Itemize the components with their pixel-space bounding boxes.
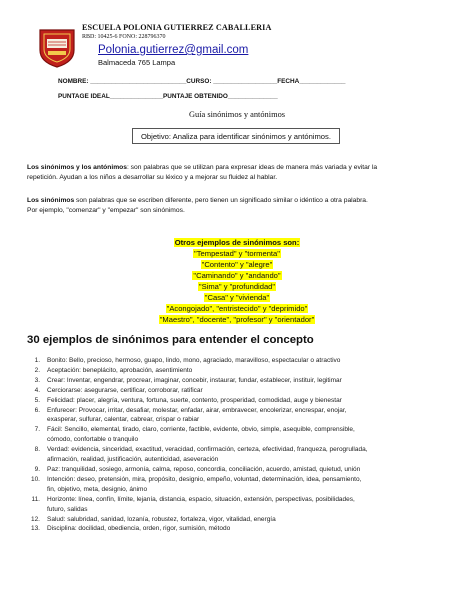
intro-line1: : son palabras que se utilizan para expresar ideas de manera más variada y evitar la (126, 164, 378, 171)
definition-term: Los sinónimos (27, 197, 75, 204)
example-pair: "Tempestad" y "tormenta" (194, 249, 280, 258)
form-row-name-course-date: NOMBRE: ___________________________CURSO: __________________FECHA_____________ (58, 78, 346, 85)
list-item-number: 2. (34, 366, 40, 374)
list-item-number (27, 505, 40, 515)
list-item (27, 505, 452, 515)
example-pair: "Casa" y "vivienda" (204, 293, 270, 302)
list-item-number: 8. (34, 446, 40, 454)
list-item-number: 7. (34, 426, 40, 434)
example-pair: "Acongojado", "entristecido" y "deprimido" (166, 304, 308, 313)
synonym-list (27, 356, 452, 534)
objective-box (132, 128, 340, 144)
list-item (27, 415, 452, 425)
list-item-text: Intención: deseo, pretensión, mira, propósito, designio, empeño, voluntad, determinación, idea, pensamiento, (47, 475, 362, 483)
list-item-number (27, 415, 40, 425)
list-item (27, 515, 452, 525)
list-item-text: Bonito: Bello, precioso, hermoso, guapo, lindo, mono, agraciado, maravilloso, espectacular o atractivo (47, 357, 341, 364)
list-item (27, 524, 452, 534)
list-item-text: Horizonte: línea, confín, límite, lejanía, distancia, espacio, situación, extensión, perspectivas, posibilidades, (47, 495, 355, 503)
list-item-number: 6. (34, 406, 40, 414)
intro-term: Los sinónimos y los antónimos (27, 164, 127, 171)
address: Balmaceda 765 Lampa (98, 58, 176, 67)
intro-line2: repetición. Ayudan a los niños a desarrollar su léxico y a mejorar su fluidez al hablar. (27, 173, 278, 181)
list-item-text: Felicidad: placer, alegría, ventura, fortuna, suerte, contento, prosperidad, comodidad, auge y bienestar (47, 396, 342, 404)
list-item (27, 485, 452, 495)
list-item-text: cómodo, confortable o tranquilo (47, 436, 139, 444)
list-item-number (27, 435, 40, 445)
list-item-number: 9. (34, 465, 40, 473)
list-item-number (27, 485, 40, 495)
list-item-text: afirmación, realidad, justificación, autenticidad, aseveración (47, 456, 219, 464)
rbd-phone: RBD: 10425-6 FONO: 228796370 (82, 34, 166, 40)
list-item-text: Aceptación: beneplácito, aprobación, asentimiento (47, 366, 193, 374)
objective-text: Objetivo: Analiza para identificar sinónimos y antónimos. (141, 132, 331, 141)
examples-block (0, 237, 474, 325)
list-item-number: 5. (34, 396, 40, 404)
list-item (27, 475, 452, 485)
example-pair: "Caminando" y "andando" (193, 271, 281, 280)
list-item (27, 445, 452, 455)
example-pair: "Sima" y "profundidad" (198, 282, 276, 291)
list-item-text: futuro, salidas (47, 505, 88, 513)
page-title: Guía sinónimos y antónimos (188, 110, 286, 119)
definition-line2: Por ejemplo, "comenzar" y "empezar" son sinónimos. (27, 206, 185, 214)
list-item-text: Verdad: evidencia, sinceridad, exactitud, veracidad, confirmación, certeza, efectividad, franqueza, perogrullada, (47, 446, 368, 454)
definition-paragraph (27, 196, 457, 215)
example-pair: "Maestro", "docente", "profesor" y "orientador" (159, 315, 315, 324)
school-crest-logo (38, 28, 76, 68)
list-item-number: 10. (30, 475, 40, 483)
examples-heading: Otros ejemplos de sinónimos son: (174, 238, 300, 247)
list-item (27, 406, 452, 416)
intro-paragraph (27, 163, 452, 182)
list-item (27, 376, 452, 386)
list-item-text: Cerciorarse: asegurarse, certificar, corroborar, ratificar (47, 386, 203, 394)
list-item-number: 1. (34, 357, 40, 364)
list-item (27, 465, 452, 475)
list-item-text: Paz: tranquilidad, sosiego, armonía, calma, reposo, concordia, conciliación, acuerdo, amistad, quietud, unión (47, 465, 361, 473)
list-item-text: fin, objetivo, meta, designio, ánimo (47, 485, 148, 493)
example-pair: "Contento" y "alegre" (201, 260, 273, 269)
list-item-text: Fácil: Sencillo, elemental, tirado, claro, corriente, factible, evidente, obvio, simple, asequible, comprensible, (47, 426, 355, 434)
section-title: 30 ejemplos de sinónimos para entender el concepto (27, 334, 314, 346)
list-item-text: Salud: salubridad, sanidad, lozanía, robustez, fortaleza, vigor, vitalidad, energía (47, 515, 276, 523)
list-item (27, 366, 452, 376)
list-item-number: 12. (30, 515, 40, 523)
list-item-text: Crear: Inventar, engendrar, procrear, imaginar, concebir, instaurar, fundar, establecer, instituir, legitimar (47, 376, 342, 384)
list-item-number (27, 455, 40, 465)
list-item-text: exasperar, sulfurar, calentar, cabrear, crispar o rabiar (47, 416, 200, 424)
form-row-score: PUNTAGE IDEAL_______________PUNTAJE OBTENIDO______________ (58, 93, 278, 100)
list-item (27, 495, 452, 505)
list-item-number: 11. (31, 495, 40, 503)
email-link[interactable]: Polonia.gutierrez@gmail.com (98, 44, 249, 56)
list-item (27, 386, 452, 396)
list-item (27, 435, 452, 445)
school-name: ESCUELA POLONIA GUTIERREZ CABALLERIA (82, 23, 272, 32)
list-item-number: 3. (34, 376, 40, 384)
list-item (27, 455, 452, 465)
list-item-number: 13. (30, 525, 40, 533)
list-item (27, 356, 452, 366)
list-item-number: 4. (34, 386, 40, 394)
list-item-text: Disciplina: docilidad, obediencia, orden, rigor, sumisión, método (47, 525, 231, 533)
list-item (27, 425, 452, 435)
list-item (27, 396, 452, 406)
definition-line1: son palabras que se escriben diferente, pero tienen un significado similar o idéntico a otra palabra. (74, 197, 368, 204)
list-item-text: Enfurecer: Provocar, irritar, desafiar, molestar, enfadar, airar, embravecer, encolerizar, encrespar, enojar, (47, 406, 347, 414)
